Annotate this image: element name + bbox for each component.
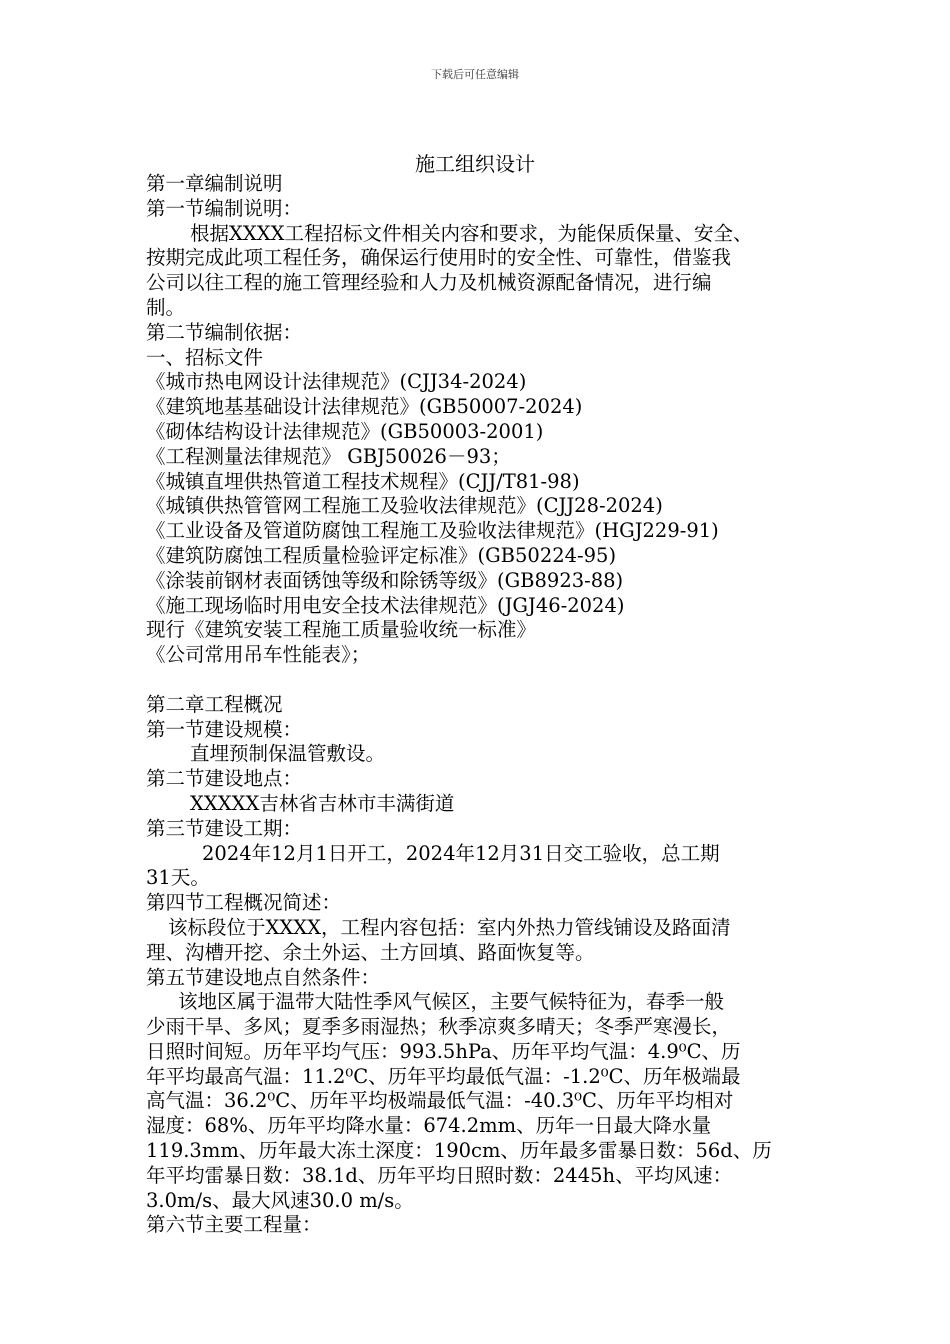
reference-item: 《城镇供热管管网工程施工及验收法律规范》(CJJ28-2024) [146, 494, 663, 518]
paragraph-line: 湿度：68%、历年平均降水量：674.2mm、历年一日最大降水量 [146, 1114, 712, 1138]
reference-item: 《工业设备及管道防腐蚀工程施工及验收法律规范》(HGJ229-91) [146, 519, 719, 543]
section-heading: 第二节建设地点： [146, 767, 303, 791]
paragraph-line: 3.0m/s、最大风速30.0 m/s。 [146, 1188, 414, 1212]
page-header: 下载后可任意编辑 [431, 68, 519, 81]
paragraph-line: 年平均最高气温：11.2⁰C、历年平均最低气温：-1.2⁰C、历年极端最 [146, 1064, 741, 1088]
section-heading: 第一节编制说明： [146, 196, 303, 220]
section-heading: 第二节编制依据： [146, 320, 303, 344]
paragraph-line: 该地区属于温带大陆性季风气候区，主要气候特征为，春季一般 [178, 990, 725, 1014]
paragraph-line: 公司以往工程的施工管理经验和人力及机械资源配备情况，进行编 [146, 271, 712, 295]
reference-item: 《公司常用吊车性能表》； [146, 643, 371, 667]
paragraph-line: XXXXX吉林省吉林市丰满街道 [190, 791, 455, 815]
paragraph-line: 119.3mm、历年最大冻土深度：190cm、历年最多雷暴日数：56d、历 [146, 1139, 772, 1163]
reference-item: 《城市热电网设计法律规范》(CJJ34-2024) [146, 370, 527, 394]
paragraph-line: 少雨干旱、多风；夏季多雨湿热；秋季凉爽多晴天；冬季严寒漫长， [146, 1015, 732, 1039]
reference-item: 《工程测量法律规范》 GBJ50026－93； [146, 444, 511, 468]
chapter-2-heading: 第二章工程概况 [146, 692, 283, 716]
section-heading: 第四节工程概况简述： [146, 891, 342, 915]
reference-item: 《建筑防腐蚀工程质量检验评定标准》(GB50224-95) [146, 543, 617, 567]
reference-item: 《涂装前钢材表面锈蚀等级和除锈等级》(GB8923-88) [146, 568, 624, 592]
reference-item: 现行《建筑安装工程施工质量验收统一标准》 [146, 618, 537, 642]
paragraph-line: 制。 [146, 295, 186, 319]
section-heading: 第三节建设工期： [146, 816, 303, 840]
reference-item: 《建筑地基基础设计法律规范》(GB50007-2024) [146, 395, 583, 419]
paragraph-line: 该标段位于XXXX，工程内容包括：室内外热力管线铺设及路面清 [168, 915, 731, 939]
paragraph-line: 按期完成此项工程任务，确保运行使用时的安全性、可靠性，借鉴我 [146, 246, 732, 270]
paragraph-line: 2024年12月1日开工，2024年12月31日交工验收，总工期 [202, 841, 720, 865]
section-heading: 第六节主要工程量： [146, 1213, 322, 1237]
paragraph-line: 根据XXXX工程招标文件相关内容和要求，为能保质保量、安全、 [190, 221, 753, 245]
paragraph-line: 直埋预制保温管敷设。 [190, 742, 386, 766]
paragraph-line: 日照时间短。历年平均气压：993.5hPa、历年平均气温：4.9⁰C、历 [146, 1039, 741, 1063]
section-heading: 第一节建设规模： [146, 717, 303, 741]
reference-item: 《砌体结构设计法律规范》(GB50003-2001) [146, 419, 544, 443]
paragraph-line: 高气温：36.2⁰C、历年平均极端最低气温：-40.3⁰C、历年平均相对 [146, 1089, 734, 1113]
section-heading: 第五节建设地点自然条件： [146, 965, 381, 989]
paragraph-line: 理、沟槽开挖、余土外运、土方回填、路面恢复等。 [146, 940, 595, 964]
chapter-1-heading: 第一章编制说明 [146, 172, 283, 195]
paragraph-line: 31天。 [146, 866, 210, 890]
subheading: 一、招标文件 [146, 345, 264, 369]
blank-line [146, 668, 810, 693]
reference-item: 《城镇直埋供热管道工程技术规程》(CJJ/T81-98) [146, 469, 580, 493]
paragraph-line: 年平均雷暴日数：38.1d、历年平均日照时数：2445h、平均风速： [146, 1163, 733, 1187]
reference-item: 《施工现场临时用电安全技术法律规范》(JGJ46-2024) [146, 593, 625, 617]
document-title: 施工组织设计 [415, 152, 535, 176]
document-body [146, 172, 810, 1238]
